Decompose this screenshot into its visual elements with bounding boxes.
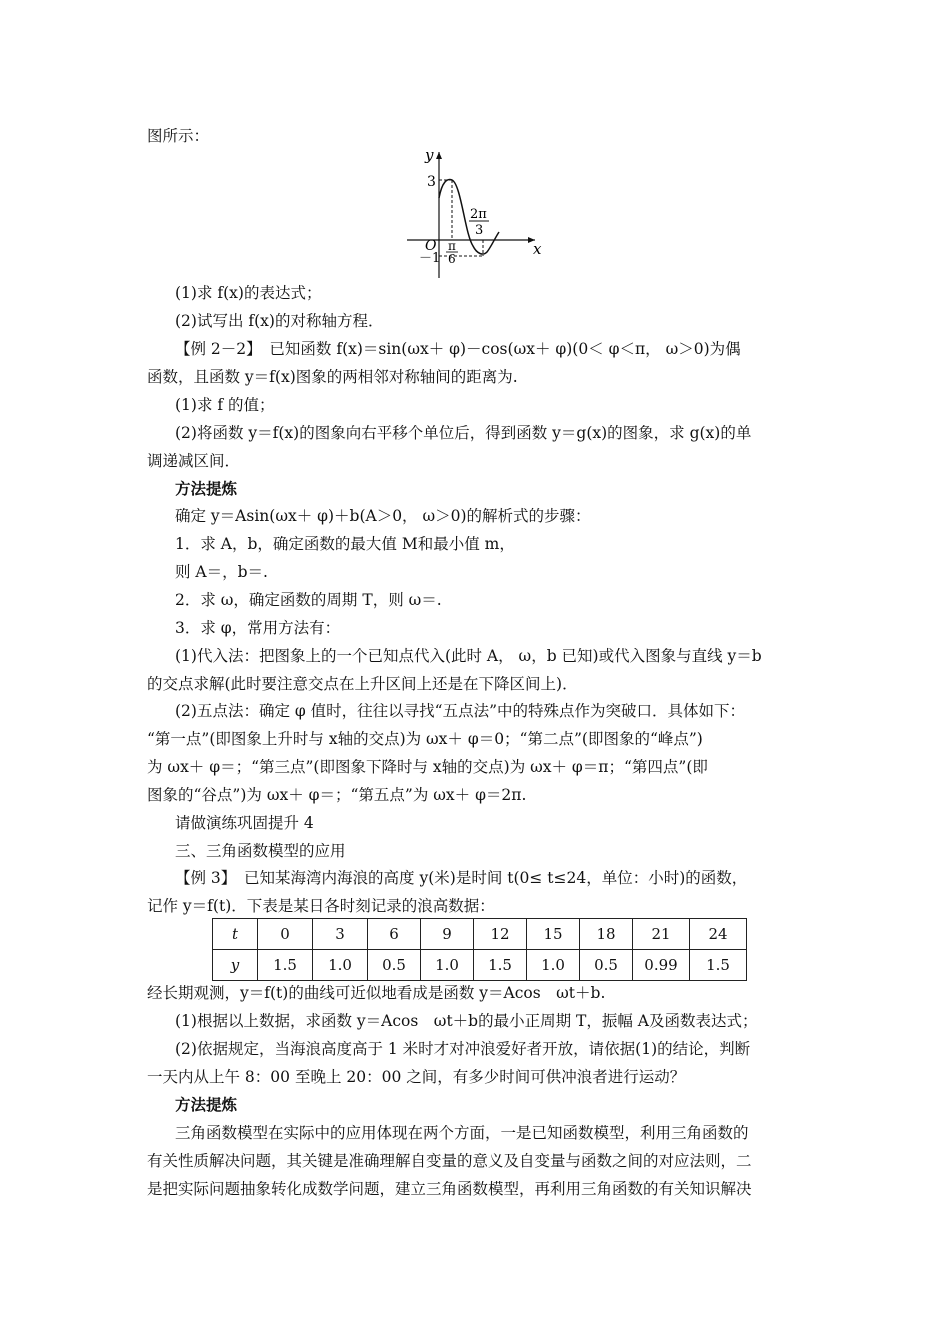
text-line: (2)试写出 f(x)的对称轴方程．: [175, 312, 384, 330]
y-axis-arrow: [436, 152, 442, 159]
text-line: 函数，且函数 y＝f(x)图象的两相邻对称轴间的距离为.: [147, 368, 518, 386]
text-line: (1)求 f 的值；: [175, 396, 275, 414]
pi6-denominator: 6: [448, 252, 456, 266]
text-line: 【例 3】 已知某海湾内海浪的高度 y(米)是时间 t(0≤ t≤24，单位：小时)的函数，: [175, 869, 748, 887]
text-line: (1)代入法：把图象上的一个已知点代入(此时 A， ω，b 已知)或代入图象与直线 y＝b: [175, 647, 762, 665]
table-cell: 15: [527, 919, 580, 950]
table-cell: 0: [258, 919, 313, 950]
min-label: －1: [419, 251, 441, 266]
text-line: (1)根据以上数据，求函数 y＝Acos ωt＋b的最小正周期 T，振幅 A及函数表达式；: [175, 1012, 758, 1030]
table-cell: 9: [421, 919, 474, 950]
two-pi-third-numerator: 2π: [470, 207, 487, 222]
y-axis-label: y: [425, 146, 434, 164]
text-line: 图所示：: [147, 127, 210, 145]
table-row-y: [213, 950, 747, 981]
table-cell: 1.0: [313, 950, 368, 981]
table-cell: 21: [633, 919, 690, 950]
table-cell: 0.5: [580, 950, 633, 981]
text-line: 有关性质解决问题，其关键是准确理解自变量的意义及自变量与函数之间的对应法则，二: [147, 1152, 752, 1170]
text-line: 则 A＝，b＝.: [175, 563, 268, 581]
table-row-t: [213, 919, 747, 950]
text-line: (2)将函数 y＝f(x)的图象向右平移个单位后，得到函数 y＝g(x)的图象，求 g(x)的单: [175, 424, 752, 442]
text-line: “第一点”(即图象上升时与 x轴的交点)为 ωx＋ φ＝0；“第二点”(即图象的“峰点”): [147, 730, 703, 748]
text-line: 的交点求解(此时要注意交点在上升区间上还是在下降区间上)．: [147, 675, 578, 693]
x-axis-label: x: [533, 240, 542, 258]
text-line: 是把实际问题抽象转化成数学问题，建立三角函数模型，再利用三角函数的有关知识解决: [147, 1180, 752, 1198]
text-line: 3．求 φ，常用方法有：: [175, 619, 341, 637]
table-cell: 6: [368, 919, 421, 950]
text-line: 确定 y＝Asin(ωx＋ φ)＋b(A＞0， ω＞0)的解析式的步骤：: [175, 507, 591, 525]
text-line: 图象的“谷点”)为 ωx＋ φ＝；“第五点”为 ωx＋ φ＝2π.: [147, 786, 527, 804]
table-header-y: y: [213, 950, 258, 981]
table-cell: 1.0: [421, 950, 474, 981]
function-graph: [395, 146, 560, 280]
text-line: 经长期观测，y＝f(t)的曲线可近似地看成是函数 y＝Acos ωt＋b.: [147, 984, 606, 1002]
text-line: 一天内从上午 8：00 至晚上 20：00 之间，有多少时间可供冲浪者进行运动？: [147, 1068, 686, 1086]
table-cell: 1.5: [474, 950, 527, 981]
table-cell: 0.5: [368, 950, 421, 981]
table-cell: 24: [690, 919, 747, 950]
table-cell: 18: [580, 919, 633, 950]
wave-height-table: [212, 918, 747, 981]
text-line: 1．求 A，b，确定函数的最大值 M和最小值 m，: [175, 535, 515, 553]
pi6-numerator: π: [448, 239, 456, 253]
text-line: 【例 2－2】 已知函数 f(x)＝sin(ωx＋ φ)－cos(ωx＋ φ)(0＜ φ＜π， ω＞0)为偶: [175, 340, 741, 358]
table-cell: 3: [313, 919, 368, 950]
origin-label: O: [425, 238, 437, 254]
table-cell: 0.99: [633, 950, 690, 981]
table-header-t: t: [213, 919, 258, 950]
table-cell: 1.0: [527, 950, 580, 981]
table-cell: 1.5: [690, 950, 747, 981]
max-label: 3: [427, 174, 436, 190]
section-heading: 方法提炼: [175, 1095, 238, 1114]
table-cell: 1.5: [258, 950, 313, 981]
table-cell: 12: [474, 919, 527, 950]
text-line: (2)依据规定，当海浪高度高于 1 米时才对冲浪爱好者开放，请依据(1)的结论，判断: [175, 1040, 751, 1058]
section-heading: 三、三角函数模型的应用: [175, 842, 346, 860]
text-line: 记作 y＝f(t)．下表是某日各时刻记录的浪高数据：: [147, 897, 495, 915]
two-pi-third-denominator: 3: [475, 223, 484, 238]
text-line: 为 ωx＋ φ＝；“第三点”(即图象下降时与 x轴的交点)为 ωx＋ φ＝π；“第四点”(即: [147, 758, 708, 776]
section-heading: 方法提炼: [175, 479, 238, 498]
text-line: (1)求 f(x)的表达式；: [175, 284, 322, 302]
text-line: 2．求 ω，确定函数的周期 T，则 ω＝.: [175, 591, 442, 609]
text-line: (2)五点法：确定 φ 值时，往往以寻找“五点法”中的特殊点作为突破口．具体如下：: [175, 702, 746, 720]
text-line: 调递减区间．: [147, 452, 241, 470]
text-line: 请做演练巩固提升 4: [175, 814, 314, 832]
text-line: 三角函数模型在实际中的应用体现在两个方面，一是已知函数模型，利用三角函数的: [175, 1124, 749, 1142]
